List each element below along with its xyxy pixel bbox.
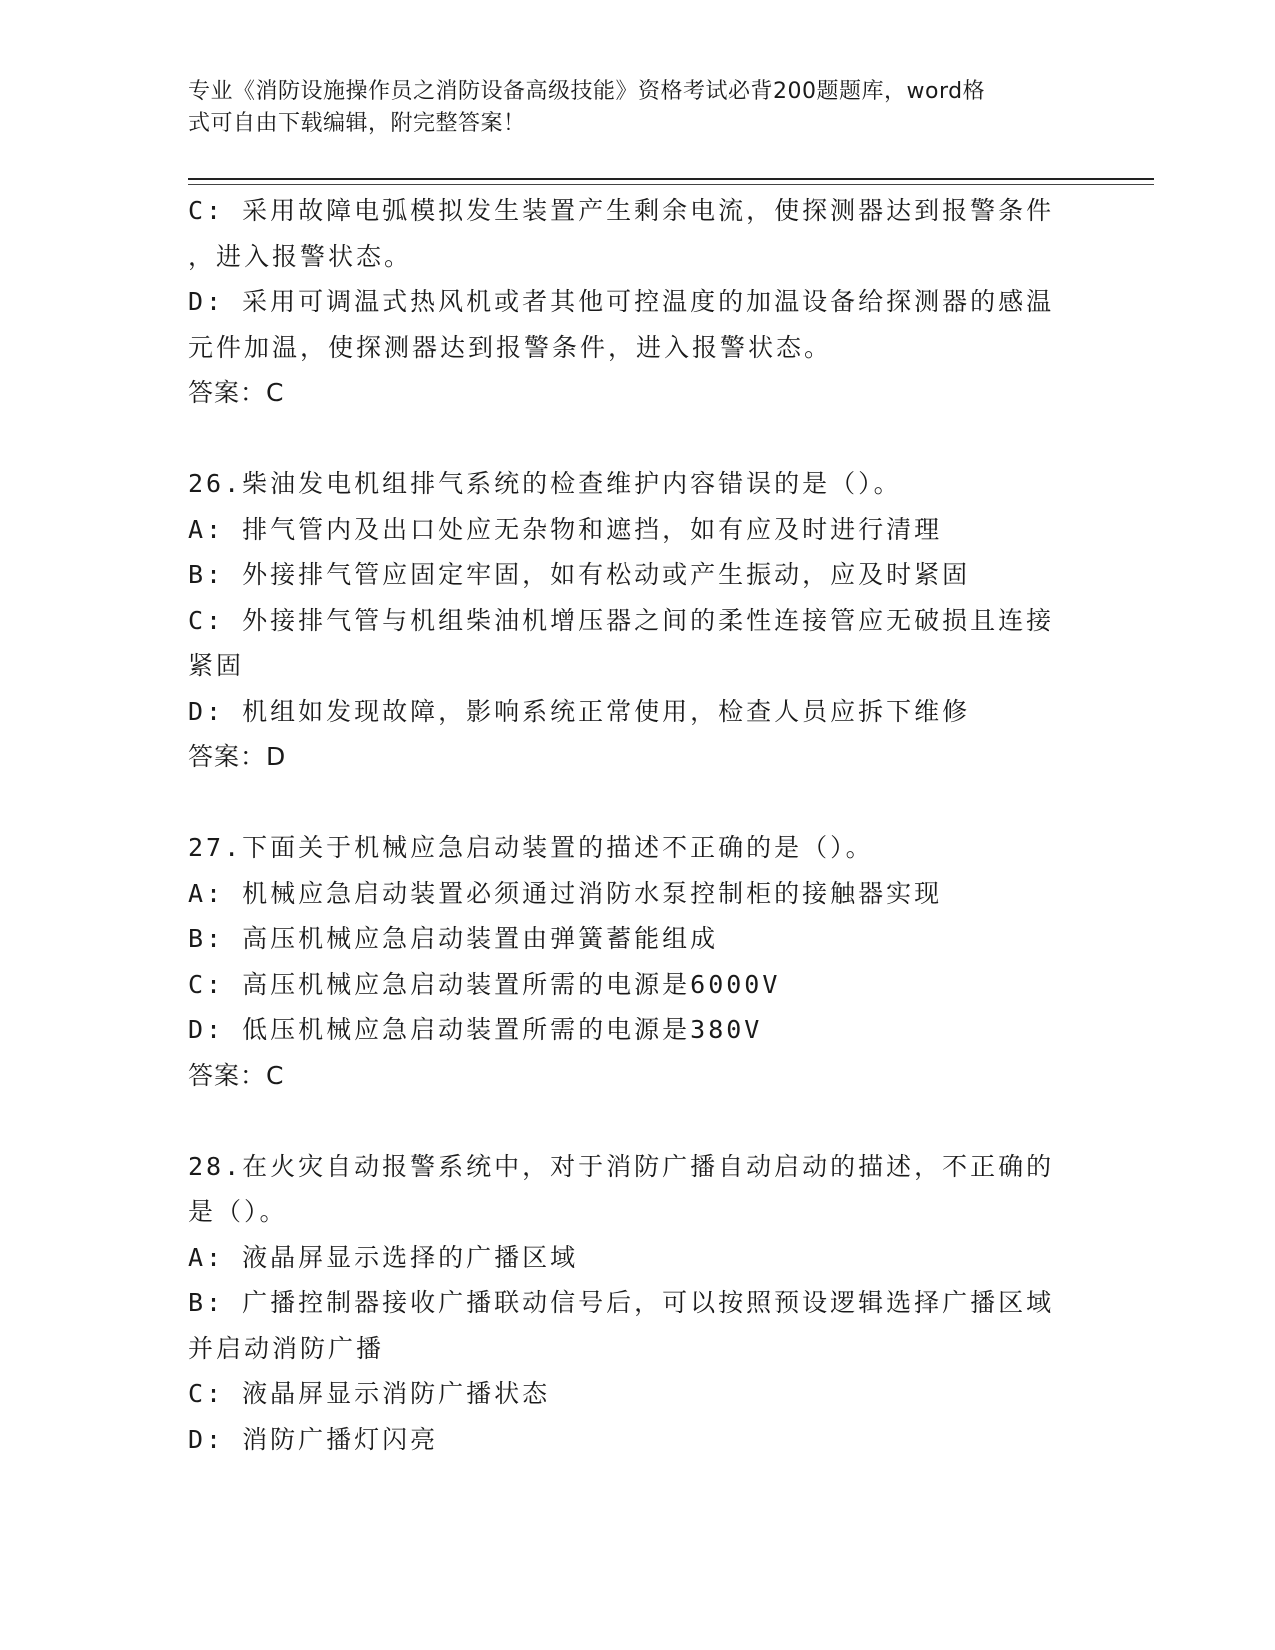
option-d: D: 低压机械应急启动装置所需的电源是380V — [188, 1015, 763, 1044]
question-text-line-1: 28.在火灾自动报警系统中，对于消防广播自动启动的描述，不正确的 — [188, 1151, 1055, 1181]
option-b-line-1: B: 广播控制器接收广播联动信号后，可以按照预设逻辑选择广播区域 — [188, 1288, 1055, 1317]
option-d-line-1: D: 采用可调温式热风机或者其他可控温度的加温设备给探测器的感温 — [188, 287, 1055, 316]
option-d-line-2: 元件加温，使探测器达到报警条件，进入报警状态。 — [188, 332, 833, 362]
option-c-line-2: ，进入报警状态。 — [188, 241, 413, 271]
answer-line: 答案：D — [188, 742, 287, 771]
document-header — [188, 76, 1068, 140]
option-b-line-2: 并启动消防广播 — [188, 1333, 385, 1363]
header-line-1: 专业《消防设施操作员之消防设备高级技能》资格考试必背200题题库，word格 — [188, 79, 986, 104]
option-c: C: 液晶屏显示消防广播状态 — [188, 1379, 551, 1408]
answer-line: 答案：C — [188, 1060, 285, 1090]
question-block-continued — [188, 188, 1088, 416]
question-text: 26.柴油发电机组排气系统的检查维护内容错误的是（）。 — [188, 469, 902, 498]
option-d: D: 消防广播灯闪亮 — [188, 1424, 439, 1454]
header-rule-thick — [188, 178, 1154, 180]
option-c-line-1: C: 外接排气管与机组柴油机增压器之间的柔性连接管应无破损且连接 — [188, 605, 1055, 635]
question-list — [188, 188, 1088, 1462]
option-b: B: 外接排气管应固定牢固，如有松动或产生振动，应及时紧固 — [188, 560, 971, 589]
option-a: A: 机械应急启动装置必须通过消防水泵控制柜的接触器实现 — [188, 878, 943, 908]
option-a: A: 排气管内及出口处应无杂物和遮挡，如有应及时进行清理 — [188, 514, 943, 544]
header-line-2: 式可自由下载编辑，附完整答案！ — [188, 111, 526, 136]
option-c: C: 高压机械应急启动装置所需的电源是6000V — [188, 969, 781, 999]
option-a: A: 液晶屏显示选择的广播区域 — [188, 1242, 579, 1272]
spacer — [188, 1098, 1088, 1144]
option-d: D: 机组如发现故障，影响系统正常使用，检查人员应拆下维修 — [188, 696, 971, 726]
option-c-line-1: C: 采用故障电弧模拟发生装置产生剩余电流，使探测器达到报警条件 — [188, 196, 1055, 225]
question-block-28 — [188, 1144, 1088, 1463]
option-c-line-2: 紧固 — [188, 651, 245, 680]
option-b: B: 高压机械应急启动装置由弹簧蓄能组成 — [188, 924, 719, 953]
spacer — [188, 416, 1088, 462]
spacer — [188, 780, 1088, 826]
question-text: 27.下面关于机械应急启动装置的描述不正确的是（）。 — [188, 833, 874, 862]
question-block-27 — [188, 825, 1088, 1098]
question-block-26 — [188, 461, 1088, 780]
answer-line: 答案：C — [188, 378, 285, 407]
header-rule-thin — [188, 184, 1154, 185]
question-text-line-2: 是（）。 — [188, 1197, 288, 1226]
